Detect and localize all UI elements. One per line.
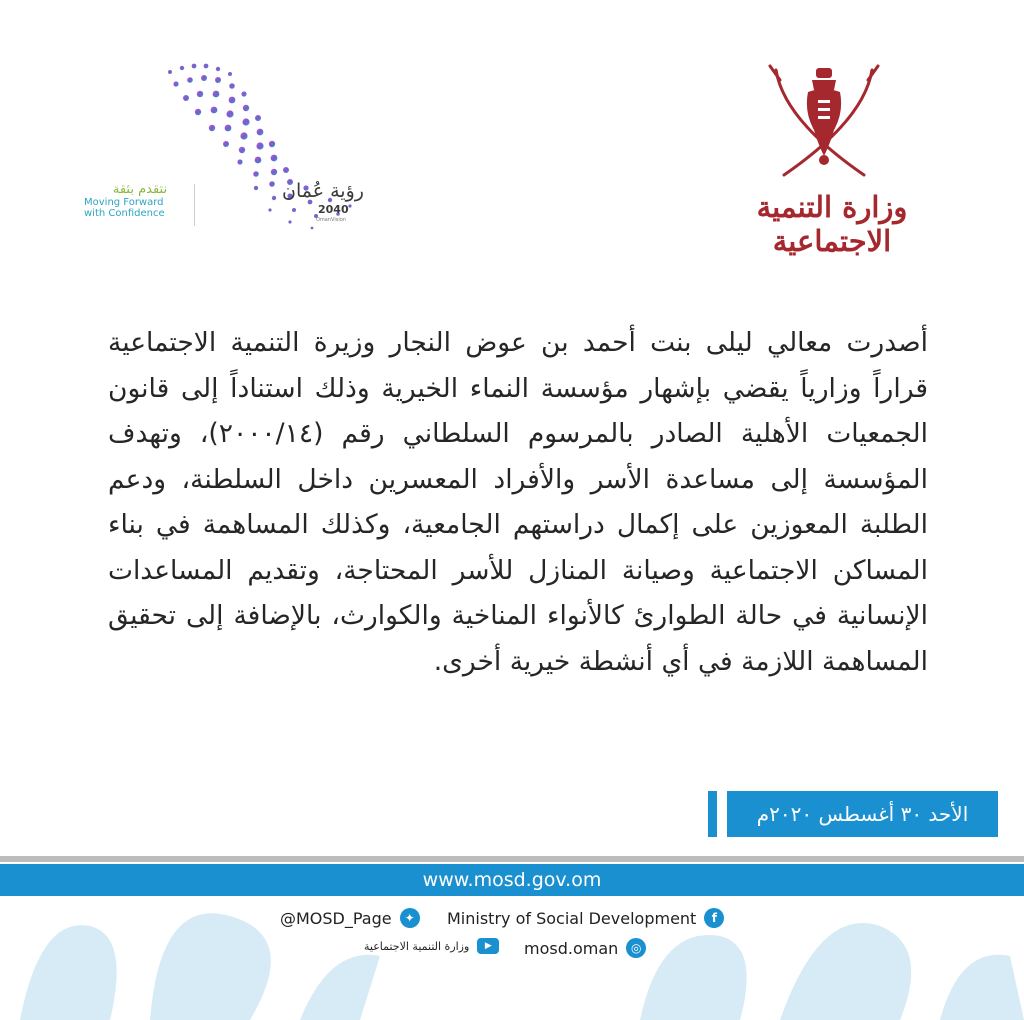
slogan-ar: نتقدم بثقة	[112, 182, 168, 197]
youtube-handle: وزارة التنمية الاجتماعية	[364, 939, 470, 953]
twitter-link[interactable]	[280, 908, 420, 928]
slogan-en-line2: with Confidence	[84, 208, 165, 219]
announcement-date: الأحد ٣٠ أغسطس ٢٠٢٠م	[727, 791, 998, 837]
vision-subtitle: OmanVision	[316, 217, 346, 223]
facebook-link[interactable]	[447, 908, 724, 928]
slogan-divider	[194, 184, 195, 226]
facebook-handle: Ministry of Social Development	[447, 908, 697, 928]
slogan-en-line1: Moving Forward	[84, 197, 164, 208]
instagram-icon: ◎	[626, 938, 646, 958]
vision-2040-logo	[70, 60, 400, 240]
facebook-icon: f	[704, 908, 724, 928]
youtube-icon: ▶	[477, 938, 499, 954]
vision-year: 2040	[318, 203, 349, 216]
vision-title-ar: رؤية عُمان	[282, 180, 364, 202]
youtube-link[interactable]	[364, 938, 499, 954]
twitter-icon: ✦	[400, 908, 420, 928]
oman-emblem-icon	[764, 60, 884, 190]
twitter-handle: @MOSD_Page	[280, 908, 392, 928]
instagram-handle: mosd.oman	[524, 938, 619, 958]
slogan	[84, 182, 196, 219]
footer-divider	[0, 856, 1024, 862]
instagram-link[interactable]	[524, 938, 646, 958]
date-accent-bar	[708, 791, 717, 837]
ministry-name-ar: وزارة التنمية الاجتماعية	[756, 190, 908, 258]
date-box	[708, 791, 998, 837]
website-link[interactable]: www.mosd.gov.om	[422, 869, 602, 891]
ministry-logo	[712, 60, 952, 258]
announcement-body: أصدرت معالي ليلى بنت أحمد بن عوض النجار وزيرة التنمية الاجتماعية قراراً وزارياً يقضي بإشهار مؤسسة النماء الخيرية وذلك استناداً إلى قانون الجمعيات الأهلية الصادر بالمرسوم السلطاني رقم (٢٠٠٠/١٤)، وتهدف المؤسسة إلى مساعدة الأسر والأفراد المعسرين داخل السلطنة، ودعم الطلبة المعوزين على إكمال دراستهم الجامعية، وكذلك المساهمة في بناء المساكن الاجتماعية وصيانة المنازل للأسر المحتاجة، وتقديم المساعدات الإنسانية في حالة الطوارئ كالأنواء المناخية والكوارث، بالإضافة إلى تحقيق المساهمة اللازمة في أي أنشطة خيرية أخرى.	[108, 327, 928, 677]
